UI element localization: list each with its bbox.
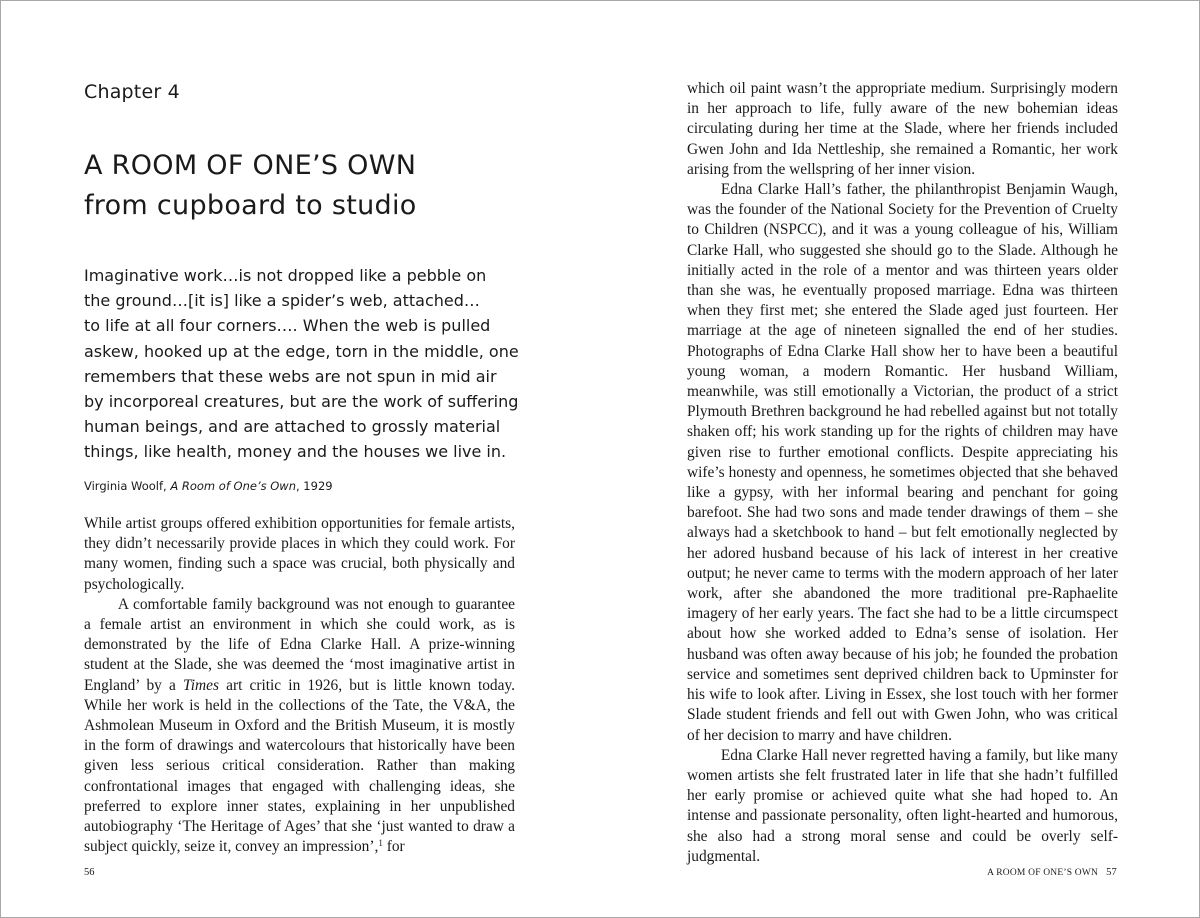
paragraph: Edna Clarke Hall never regretted having a family, but like many women artists she felt frustrated later in life that she hadn’t fulfilled her early promise or achieved quite what she had hoped to. An intense and passionate personality, often light-hearted and humorous, she also had a strong moral sense and could be overly self-judgmental. xyxy=(687,746,1118,865)
paragraph-text: art critic in 1926, but is little known today. While her work is held in the collections of the Tate, the V&A, the Ashmolean Museum in Oxford and the British Museum, it is mostly in the form of drawings and watercolours that historically have been given less serious critical consideration. Rather than making confrontational images that engaged with challenging ideas, she preferred to explore inner states, explaining in her unpublished autobiography ‘The Heritage of Ages’ that she ‘just wanted to draw a subject quickly, seize it, convey an impression’, xyxy=(84,676,515,856)
left-page xyxy=(1,1,601,917)
paragraph-text: A comfortable family background was not enough to guarantee a female artist an environment in which she could work, as is demonstrated by the life of Edna Clarke Hall. A prize-winning student at the Slade, she was deemed the ‘most imaginative artist in England’ by a xyxy=(84,595,515,694)
epigraph-line: the ground…[it is] like a spider’s web, attached… xyxy=(84,291,480,311)
epigraph-line: askew, hooked up at the edge, torn in the middle, one xyxy=(84,341,519,361)
paragraph: While artist groups offered exhibition opportunities for female artists, they didn’t necessarily provide places in which they could work. For many women, finding such a space was crucial, both physically and psychologically. xyxy=(84,515,515,593)
epigraph-line: remembers that these webs are not spun in mid air xyxy=(84,366,497,386)
page-number-right: 57 xyxy=(1106,867,1117,878)
right-page xyxy=(601,1,1199,917)
right-body-text xyxy=(687,79,1118,867)
page-footer-right xyxy=(987,867,1117,878)
epigraph-line: by incorporeal creatures, but are the work of suffering xyxy=(84,392,519,412)
epigraph-line: things, like health, money and the houses we live in. xyxy=(84,442,507,462)
chapter-title xyxy=(84,146,417,226)
attribution-title: A Room of One’s Own xyxy=(170,478,296,493)
attribution-author: Virginia Woolf, xyxy=(84,478,171,493)
chapter-label: Chapter 4 xyxy=(84,81,180,103)
paragraph: Edna Clarke Hall’s father, the philanthropist Benjamin Waugh, was the founder of the National Society for the Prevention of Cruelty to Children (NSPCC), and it was a young colleague of his, William Clarke Hall, who suggested she should go to the Slade. Although he initially acted in the role of a mentor and was thirteen years older than she was, he eventually proposed marriage. Edna was thirteen when they first met; she entered the Slade aged just fourteen. Her marriage at the age of nineteen signalled the end of her studies. Photographs of Edna Clarke Hall show her to have been a beautiful young woman, a modern Romantic. Her husband William, meanwhile, was still emotionally a Victorian, the product of a strict Plymouth Brethren background he had rebelled against but not totally shaken off; his work standing up for the rights of children may have given rise to further emotional conflicts. Despite appreciating his wife’s honesty and openness, he sometimes objected that she behaved like a gypsy, with her informal bearing and penchant for going barefoot. She had two sons and made tender drawings of them – she always had a sketchbook to hand – but felt emotionally neglected by her adored husband because of his lack of interest in her creative output; he never came to terms with the modern approach of her later work, after she abandoned the more traditional pre-Raphaelite imagery of her early years. The fact she had to be a little circumspect about how she worked added to Edna’s sense of isolation. Her husband was often away because of his job; he founded the probation service and sometimes sent deprived children back to Upminster for his wife to look after. Living in Essex, she lost touch with her former Slade student friends and fell out with Gwen John, who was critical of her decision to marry and have children. xyxy=(687,181,1118,744)
attribution-year: , 1929 xyxy=(296,478,333,493)
paragraph-text: for xyxy=(382,838,405,856)
paragraph xyxy=(84,595,515,858)
epigraph-quote xyxy=(84,263,554,465)
chapter-subtitle: from cupboard to studio xyxy=(84,190,417,221)
epigraph-attribution xyxy=(84,479,554,493)
running-head: A ROOM OF ONE’S OWN xyxy=(987,868,1099,878)
epigraph-line: Imaginative work…is not dropped like a pebble on xyxy=(84,266,487,285)
publication-name: Times xyxy=(183,676,219,694)
epigraph-line: to life at all four corners…. When the web is pulled xyxy=(84,316,491,336)
page-number-left: 56 xyxy=(84,867,95,878)
footnote-marker[interactable]: 1 xyxy=(378,838,383,849)
chapter-title-main: A ROOM OF ONE’S OWN xyxy=(84,150,417,181)
left-body-text xyxy=(84,514,515,857)
paragraph: which oil paint wasn’t the appropriate medium. Surprisingly modern in her approach to life, fully aware of the new bohemian ideas circulating during her time at the Slade, where her friends included Gwen John and Ida Nettleship, she remained a Romantic, her work arising from the wellspring of her inner vision. xyxy=(687,80,1118,178)
epigraph xyxy=(84,263,554,493)
epigraph-line: human beings, and are attached to grossly material xyxy=(84,417,501,437)
